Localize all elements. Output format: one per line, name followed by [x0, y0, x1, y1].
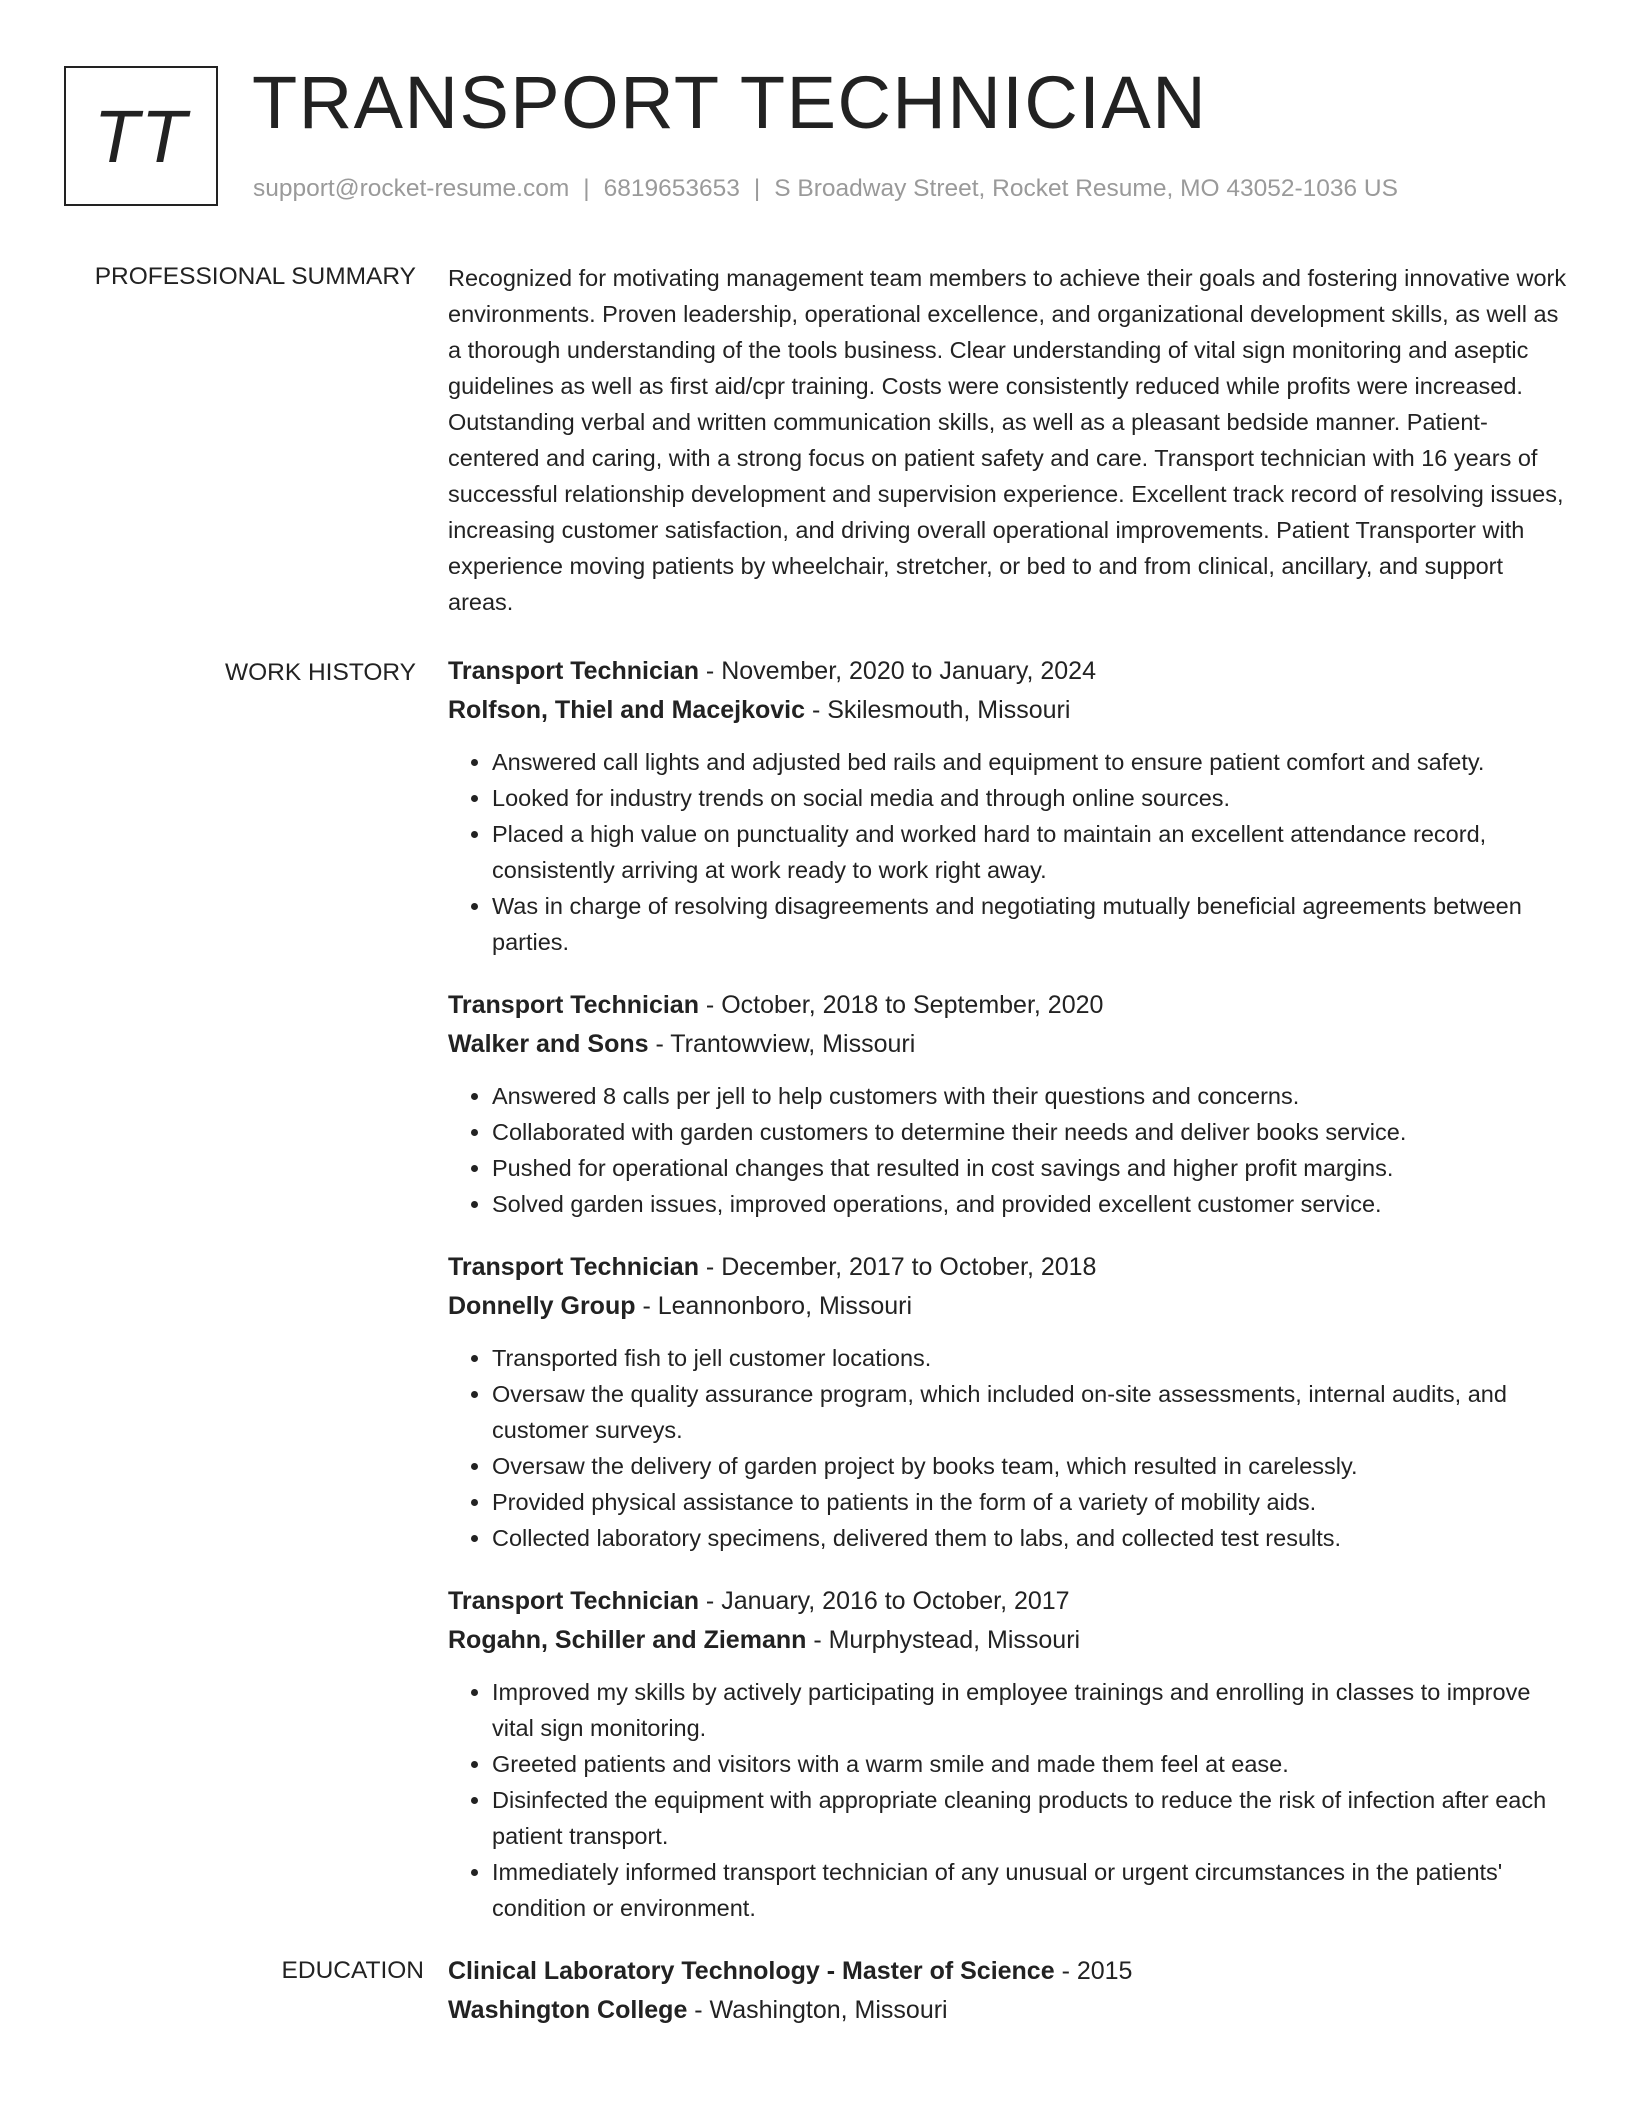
job-location: - Trantowview, Missouri — [648, 1030, 916, 1058]
job-bullet: • Answered call lights and adjusted bed rails and equipment to ensure patient comfort and safety. — [492, 744, 1573, 780]
contact-address: S Broadway Street, Rocket Resume, MO 43052-1036 US — [774, 175, 1398, 202]
job-bullet: • Was in charge of resolving disagreements and negotiating mutually beneficial agreements between parties. — [492, 888, 1573, 960]
contact-line — [253, 174, 1398, 204]
job-dates: - December, 2017 to October, 2018 — [698, 1253, 1097, 1281]
job-title: Transport Technician — [448, 657, 699, 685]
job-company: Rogahn, Schiller and Ziemann — [448, 1626, 807, 1654]
section-label-summary: PROFESSIONAL SUMMARY — [94, 263, 416, 290]
education-location: - Washington, Missouri — [687, 1996, 948, 2024]
education-entry — [281, 1952, 1573, 2030]
job-title-line — [448, 986, 1573, 1025]
contact-phone: 6819653653 — [603, 175, 740, 202]
job-bullet: • Oversaw the delivery of garden project by books team, which resulted in carelessly. — [492, 1448, 1573, 1484]
education-year: - 2015 — [1054, 1957, 1133, 1985]
job-company-line — [448, 1621, 1573, 1660]
job-company: Rolfson, Thiel and Macejkovic — [448, 696, 806, 724]
contact-email: support@rocket-resume.com — [253, 175, 570, 202]
job-bullet: • Oversaw the quality assurance program, which included on-site assessments, internal audits, and customer surveys. — [492, 1376, 1573, 1448]
job-bullet: • Transported fish to jell customer locations. — [492, 1340, 1573, 1376]
summary-text: Recognized for motivating management team members to achieve their goals and fostering innovative work environments. Proven leadership, operational excellence, and organizational development skills, as well as a thorough understanding of the tools business. Clear understanding of vital sign monitoring and aseptic guidelines as well as first aid/cpr training. Costs were consistently reduced while profits were increased. Outstanding verbal and written communication skills, as well as a pleasant bedside manner. Patient-centered and caring, with a strong focus on patient safety and care. Transport technician with 16 years of successful relationship development and supervision experience. Excellent track record of resolving issues, increasing customer satisfaction, and driving overall operational improvements. Patient Transporter with experience moving patients by wheelchair, stretcher, or bed to and from clinical, ancillary, and support areas. — [448, 265, 1567, 615]
education-school: Washington College — [448, 1996, 688, 2024]
job-bullet: • Solved garden issues, improved operations, and provided excellent customer service. — [492, 1186, 1573, 1222]
job-bullet: • Immediately informed transport technician of any unusual or urgent circumstances in the patients' condition or environment. — [492, 1854, 1573, 1926]
job-title-line — [448, 1248, 1573, 1287]
job-company: Donnelly Group — [448, 1292, 636, 1320]
job-entry — [448, 1582, 1573, 1926]
job-location: - Murphystead, Missouri — [806, 1626, 1081, 1654]
education-degree: Clinical Laboratory Technology - Master of Science — [448, 1957, 1055, 1985]
job-location: - Skilesmouth, Missouri — [805, 696, 1071, 724]
job-bullet: • Collected laboratory specimens, delivered them to labs, and collected test results. — [492, 1520, 1573, 1556]
job-dates: - October, 2018 to September, 2020 — [698, 991, 1104, 1019]
job-bullet: • Answered 8 calls per jell to help customers with their questions and concerns. — [492, 1078, 1573, 1114]
job-title: Transport Technician — [448, 991, 699, 1019]
resume-title: TRANSPORT TECHNICIAN — [252, 61, 1208, 144]
job-title: Transport Technician — [448, 1587, 699, 1615]
job-bullet: • Improved my skills by actively participating in employee trainings and enrolling in classes to improve vital sign monitoring. — [492, 1674, 1573, 1746]
job-bullets — [448, 1078, 1573, 1222]
job-bullet: • Collaborated with garden customers to determine their needs and deliver books service. — [492, 1114, 1573, 1150]
job-entry — [448, 1248, 1573, 1556]
job-location: - Leannonboro, Missouri — [635, 1292, 913, 1320]
section-label-education: EDUCATION — [281, 1957, 424, 1984]
job-dates: - November, 2020 to January, 2024 — [698, 657, 1096, 685]
job-bullet: • Provided physical assistance to patients in the form of a variety of mobility aids. — [492, 1484, 1573, 1520]
job-entry — [448, 652, 1573, 960]
job-bullet: • Looked for industry trends on social media and through online sources. — [492, 780, 1573, 816]
contact-separator: | — [753, 175, 761, 202]
job-dates: - January, 2016 to October, 2017 — [698, 1587, 1070, 1615]
summary-section — [448, 260, 1573, 620]
education-school-line — [448, 1991, 1573, 2030]
education-degree-line — [281, 1952, 1573, 1991]
job-bullets — [448, 1340, 1573, 1556]
job-title-line — [448, 1582, 1573, 1621]
section-label-work-history: WORK HISTORY — [224, 659, 416, 686]
job-title: Transport Technician — [448, 1253, 699, 1281]
job-bullet: • Disinfected the equipment with appropriate cleaning products to reduce the risk of infection after each patient transport. — [492, 1782, 1573, 1854]
job-bullet: • Greeted patients and visitors with a warm smile and made them feel at ease. — [492, 1746, 1573, 1782]
job-bullets — [448, 744, 1573, 960]
job-company-line — [448, 1287, 1573, 1326]
job-company: Walker and Sons — [448, 1030, 649, 1058]
job-bullets — [448, 1674, 1573, 1926]
job-bullet: • Pushed for operational changes that resulted in cost savings and higher profit margins. — [492, 1150, 1573, 1186]
contact-separator: | — [583, 175, 590, 202]
job-title-line — [448, 652, 1573, 691]
job-entry — [448, 986, 1573, 1222]
job-bullet: • Placed a high value on punctuality and worked hard to maintain an excellent attendance record, consistently arriving at work ready to work right away. — [492, 816, 1573, 888]
job-company-line — [448, 1025, 1573, 1064]
monogram — [64, 66, 218, 206]
job-company-line — [448, 691, 1573, 730]
monogram-initials: TT — [93, 94, 189, 178]
